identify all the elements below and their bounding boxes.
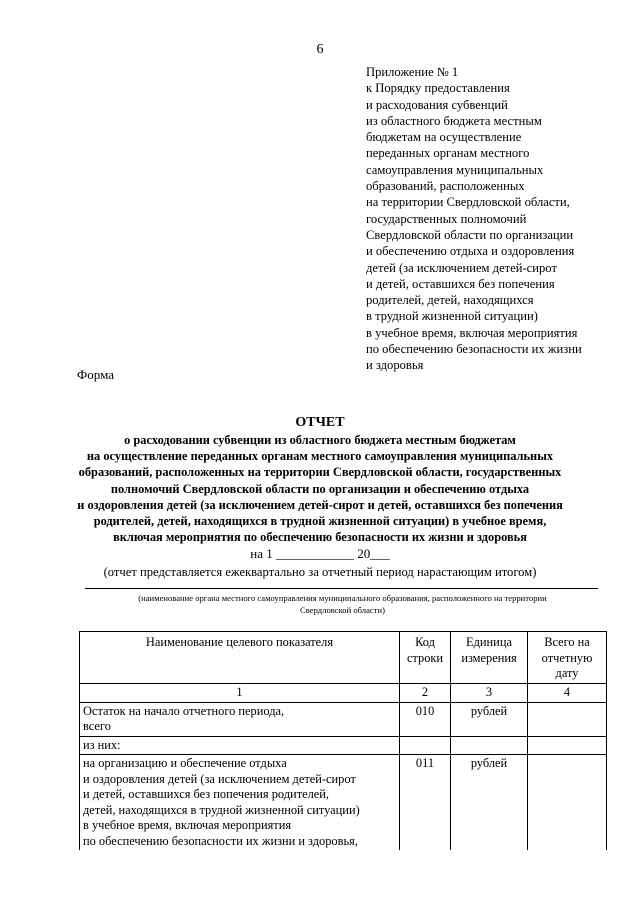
appendix-line: переданных органам местного (366, 146, 530, 161)
header-total-line: дату (555, 666, 579, 680)
appendix-line: детей (за исключением детей-сирот (366, 260, 557, 275)
row-code (400, 736, 451, 755)
report-title: ОТЧЕТ (295, 415, 345, 430)
appendix-line: и детей, оставшихся без попечения (366, 276, 555, 291)
column-number-row (80, 684, 607, 703)
appendix-line: и здоровья (366, 358, 424, 373)
table-header-row (80, 632, 607, 684)
row-total (528, 736, 607, 755)
appendix-line: по обеспечению безопасности их жизни (366, 342, 582, 357)
row-code: 011 (400, 755, 451, 851)
report-header (0, 414, 640, 581)
row-name-line: Остаток на начало отчетного периода, (83, 703, 285, 718)
table-row (80, 736, 607, 755)
report-table (79, 631, 607, 850)
row-unit (451, 736, 528, 755)
header-total (528, 632, 607, 684)
header-code (400, 632, 451, 684)
header-total-line: отчетную (541, 650, 593, 665)
subtitle-line: полномочий Свердловской области по организации и обеспечению отдыха (110, 481, 530, 496)
header-code-line: строки (406, 650, 444, 665)
column-number: 2 (400, 684, 451, 703)
column-number: 3 (451, 684, 528, 703)
row-name (80, 755, 400, 851)
subtitle-line: на осуществление переданных органам местного самоуправления муниципальных (86, 449, 554, 464)
subtitle-line: и оздоровления детей (за исключением детей-сирот и детей, оставшихся без попечения (77, 497, 563, 512)
appendix-block (366, 64, 636, 374)
appendix-line: бюджетам на осуществление (366, 130, 522, 145)
appendix-line: самоуправления муниципальных (366, 162, 544, 177)
subtitle-line: образований, расположенных на территории Свердловской области, государственных (78, 465, 562, 480)
appendix-line: на территории Свердловской области, (366, 195, 570, 210)
subtitle-line: о расходовании субвенции из областного бюджета местным бюджетам (124, 433, 516, 447)
form-label: Форма (77, 367, 114, 382)
row-name-line: и детей, оставшихся без попечения родителей, (83, 787, 330, 801)
row-name-line: детей, находящихся в трудной жизненной ситуации) (83, 802, 360, 817)
org-name-underline (85, 588, 598, 589)
appendix-line: в учебное время, включая мероприятия (366, 325, 578, 340)
row-name: из них: (80, 736, 400, 755)
row-name (80, 702, 400, 736)
row-name-line: по обеспечению безопасности их жизни и здоровья, (83, 833, 358, 848)
quarterly-note: (отчет представляется ежеквартально за отчетный период нарастающим итогом) (103, 565, 537, 580)
row-name-line: всего (83, 719, 111, 733)
row-name-line: на организацию и обеспечение отдыха (83, 756, 287, 770)
row-code: 010 (400, 702, 451, 736)
column-number: 1 (80, 684, 400, 703)
header-indicator: Наименование целевого показателя (80, 632, 400, 684)
header-total-line: Всего на (544, 635, 590, 649)
row-unit: рублей (451, 702, 528, 736)
appendix-line: и расходования субвенций (366, 97, 508, 112)
appendix-line: Свердловской области по организации (366, 227, 574, 242)
column-number: 4 (528, 684, 607, 703)
report-date-line: на 1 ____________ 20___ (250, 546, 390, 562)
header-code-line: Код (415, 635, 435, 649)
table-row (80, 755, 607, 851)
appendix-line: государственных полномочий (366, 211, 527, 226)
row-total (528, 755, 607, 851)
table-row (80, 702, 607, 736)
appendix-line: Приложение № 1 (366, 65, 459, 79)
subtitle-line: родителей, детей, находящихся в трудной жизненной ситуации) в учебное время, (93, 514, 547, 529)
appendix-line: из областного бюджета местным (366, 113, 542, 128)
header-unit (451, 632, 528, 684)
row-name-line: и оздоровления детей (за исключением детей-сирот (83, 771, 356, 786)
report-subtitle (0, 432, 640, 545)
appendix-line: и обеспечению отдыха и оздоровления (366, 244, 575, 259)
org-caption-line: (наименование органа местного самоуправления муниципального образования, расположенного на территории (138, 593, 547, 603)
subtitle-line: включая мероприятия по обеспечению безопасности их жизни и здоровья (113, 530, 527, 545)
appendix-line: родителей, детей, находящихся (366, 293, 534, 308)
org-caption-line: Свердловской области) (300, 605, 385, 615)
row-total (528, 702, 607, 736)
page-number: 6 (316, 42, 324, 57)
header-unit-line: измерения (461, 650, 517, 665)
row-unit: рублей (451, 755, 528, 851)
appendix-line: в трудной жизненной ситуации) (366, 309, 538, 324)
appendix-line: образований, расположенных (366, 179, 525, 194)
appendix-line: к Порядку предоставления (366, 81, 510, 96)
header-unit-line: Единица (466, 635, 512, 649)
row-name-line: в учебное время, включая мероприятия (83, 818, 292, 832)
org-name-caption (80, 592, 605, 616)
